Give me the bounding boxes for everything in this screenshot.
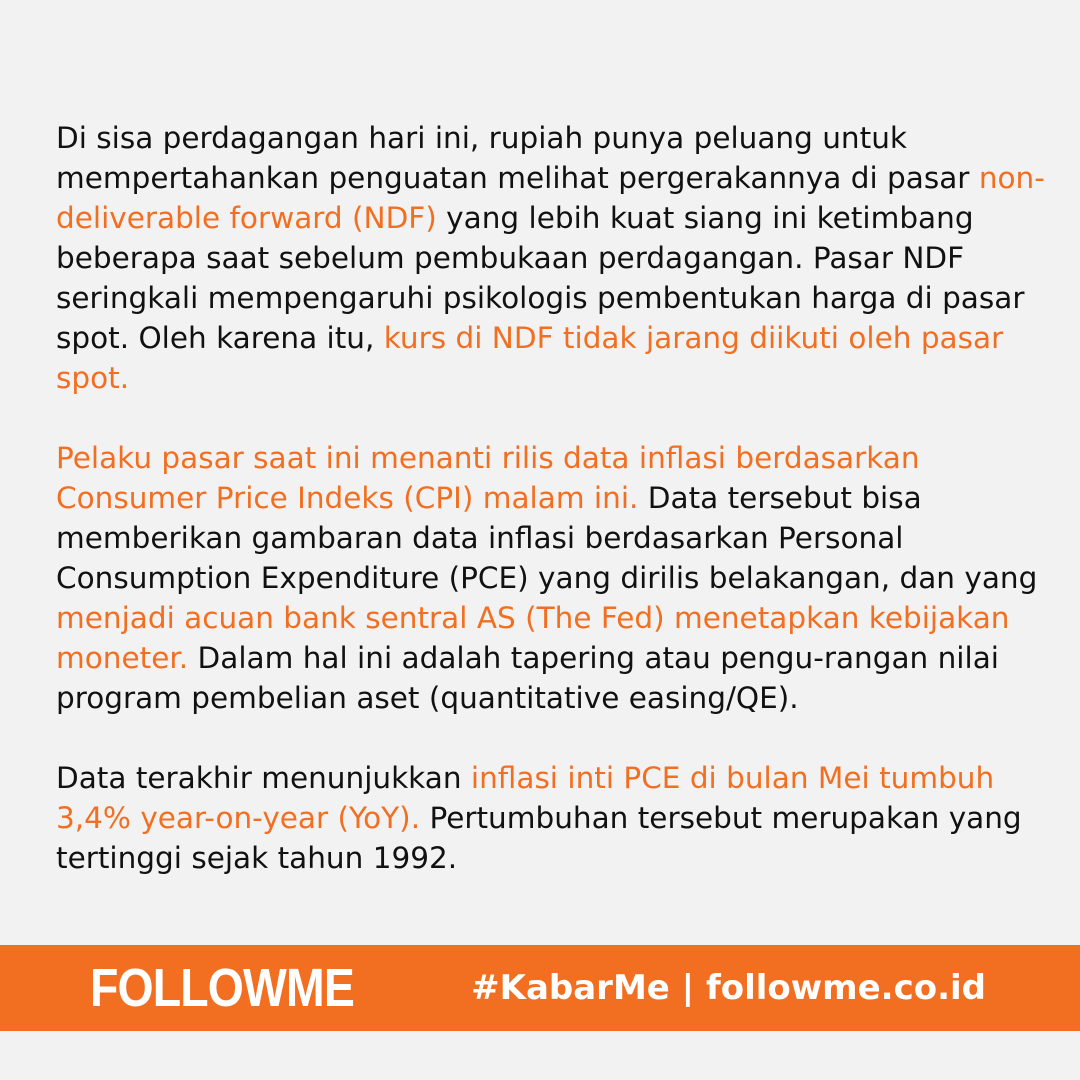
paragraph-cpi-text-2: Dalam hal ini adalah tapering atau pengu-rangan nilai program pembelian aset (quantitative easing/QE).	[56, 641, 999, 715]
highlight-pce: inflasi inti PCE di bulan Mei tumbuh 3,4% year-on-year (YoY).	[56, 761, 995, 835]
paragraph-cpi-text-1: Data tersebut bisa memberikan gambaran data inflasi berdasarkan Personal Consumption Expenditure (PCE) yang dirilis belakangan, dan yang	[56, 481, 1038, 595]
footer-tagline: #KabarMe | followme.co.id	[471, 968, 986, 1008]
highlight-cpi: Pelaku pasar saat ini menanti rilis data inflasi berdasarkan Consumer Price Indeks (CPI) malam ini.	[56, 441, 920, 515]
paragraph-ndf-text-2: yang lebih kuat siang ini ketimbang beberapa saat sebelum pembukaan perdagangan. Pasar NDF seringkali mempengaruhi psikologis pembentukan harga di pasar spot. Oleh karena itu,	[56, 201, 1025, 355]
followme-logo: FOLLOWME	[90, 958, 354, 1018]
paragraph-ndf-text-1: Di sisa perdagangan hari ini, rupiah punya peluang untuk mempertahankan penguatan melihat pergerakannya di pasar	[56, 121, 979, 195]
paragraph-ndf	[56, 118, 1046, 398]
article-body	[56, 118, 1046, 918]
paragraph-pce-text-1: Data terakhir menunjukkan	[56, 761, 471, 795]
paragraph-pce-text-2: Pertumbuhan tersebut merupakan yang tertinggi sejak tahun 1992.	[56, 801, 1022, 875]
highlight-kurs: kurs di NDF tidak jarang diikuti oleh pasar spot.	[56, 321, 1004, 395]
paragraph-cpi	[56, 438, 1046, 718]
highlight-ndf: non-deliverable forward (NDF)	[56, 161, 1045, 235]
footer-bar	[0, 945, 1080, 1031]
paragraph-pce	[56, 758, 1046, 878]
highlight-fed: menjadi acuan bank sentral AS (The Fed) menetapkan kebijakan moneter.	[56, 601, 1010, 675]
